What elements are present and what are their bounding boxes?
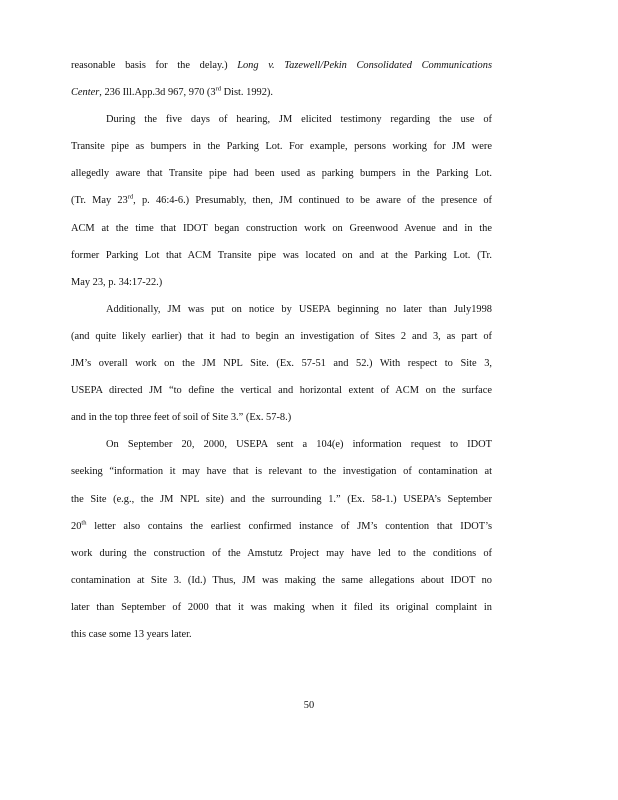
text-line: and in the top three feet of soil of Site 3.” (Ex. 57-8.) (71, 412, 292, 424)
paragraph-usepa-notice (71, 296, 492, 431)
text-line: May 23, p. 34:17-22.) (71, 276, 163, 288)
text-line: (Tr. May 23rd, p. 46:4-6.) Presumably, then, JM continued to be aware of the presence of (71, 194, 492, 207)
paragraph-continuation (71, 52, 492, 106)
body-text (71, 52, 492, 648)
text-line: Center, 236 Ill.App.3d 967, 970 (3rd Dist. 1992). (71, 85, 273, 99)
text-line: USEPA directed JM “to define the vertical and horizontal extent of ACM on the surface (71, 385, 492, 397)
superscript: th (81, 519, 87, 527)
text-line: seeking “information it may have that is relevant to the investigation of contamination at (71, 466, 492, 478)
text-line: Additionally, JM was put on notice by USEPA beginning no later than July1998 (106, 303, 492, 315)
text-line: JM’s overall work on the JM NPL Site. (Ex. 57-51 and 52.) With respect to Site 3, (71, 358, 492, 370)
superscript: rd (127, 194, 134, 201)
text-line: Transite pipe as bumpers in the Parking Lot. For example, persons working for JM were (71, 141, 492, 153)
text-line: work during the construction of the Amstutz Project may have led to the conditions of (71, 547, 492, 559)
text-line: ACM at the time that IDOT began construction work on Greenwood Avenue and in the (71, 222, 492, 234)
text-line: this case some 13 years later. (71, 628, 192, 640)
text-line: contamination at Site 3. (Id.) Thus, JM was making the same allegations about IDOT no (71, 574, 492, 586)
text-line: later than September of 2000 that it was making when it filed its original complaint in (71, 601, 492, 613)
paragraph-hearing-testimony (71, 106, 492, 296)
case-citation: Center (71, 87, 100, 99)
text-line: During the five days of hearing, JM elicited testimony regarding the use of (106, 114, 492, 126)
text-line: 20th letter also contains the earliest confirmed instance of JM’s contention that IDOT’s (71, 519, 492, 532)
superscript: rd (215, 85, 222, 93)
text-line: On September 20, 2000, USEPA sent a 104(e) information request to IDOT (106, 439, 492, 451)
paragraph-information-request (71, 431, 492, 648)
text-line: reasonable basis for the delay.) Long v. Tazewell/Pekin Consolidated Communications (71, 60, 492, 71)
text-line: allegedly aware that Transite pipe had been used as parking bumpers in the Parking Lot. (71, 168, 492, 180)
text-line: the Site (e.g., the JM NPL site) and the surrounding 1.” (Ex. 58-1.) USEPA’s September (71, 493, 492, 505)
text-line: former Parking Lot that ACM Transite pipe was located on and at the Parking Lot. (Tr. (71, 249, 492, 261)
page-number: 50 (303, 700, 315, 711)
case-citation: Long v. Tazewell/Pekin Consolidated Communications (237, 60, 492, 71)
text-line: (and quite likely earlier) that it had to begin an investigation of Sites 2 and 3, as part of (71, 330, 492, 342)
